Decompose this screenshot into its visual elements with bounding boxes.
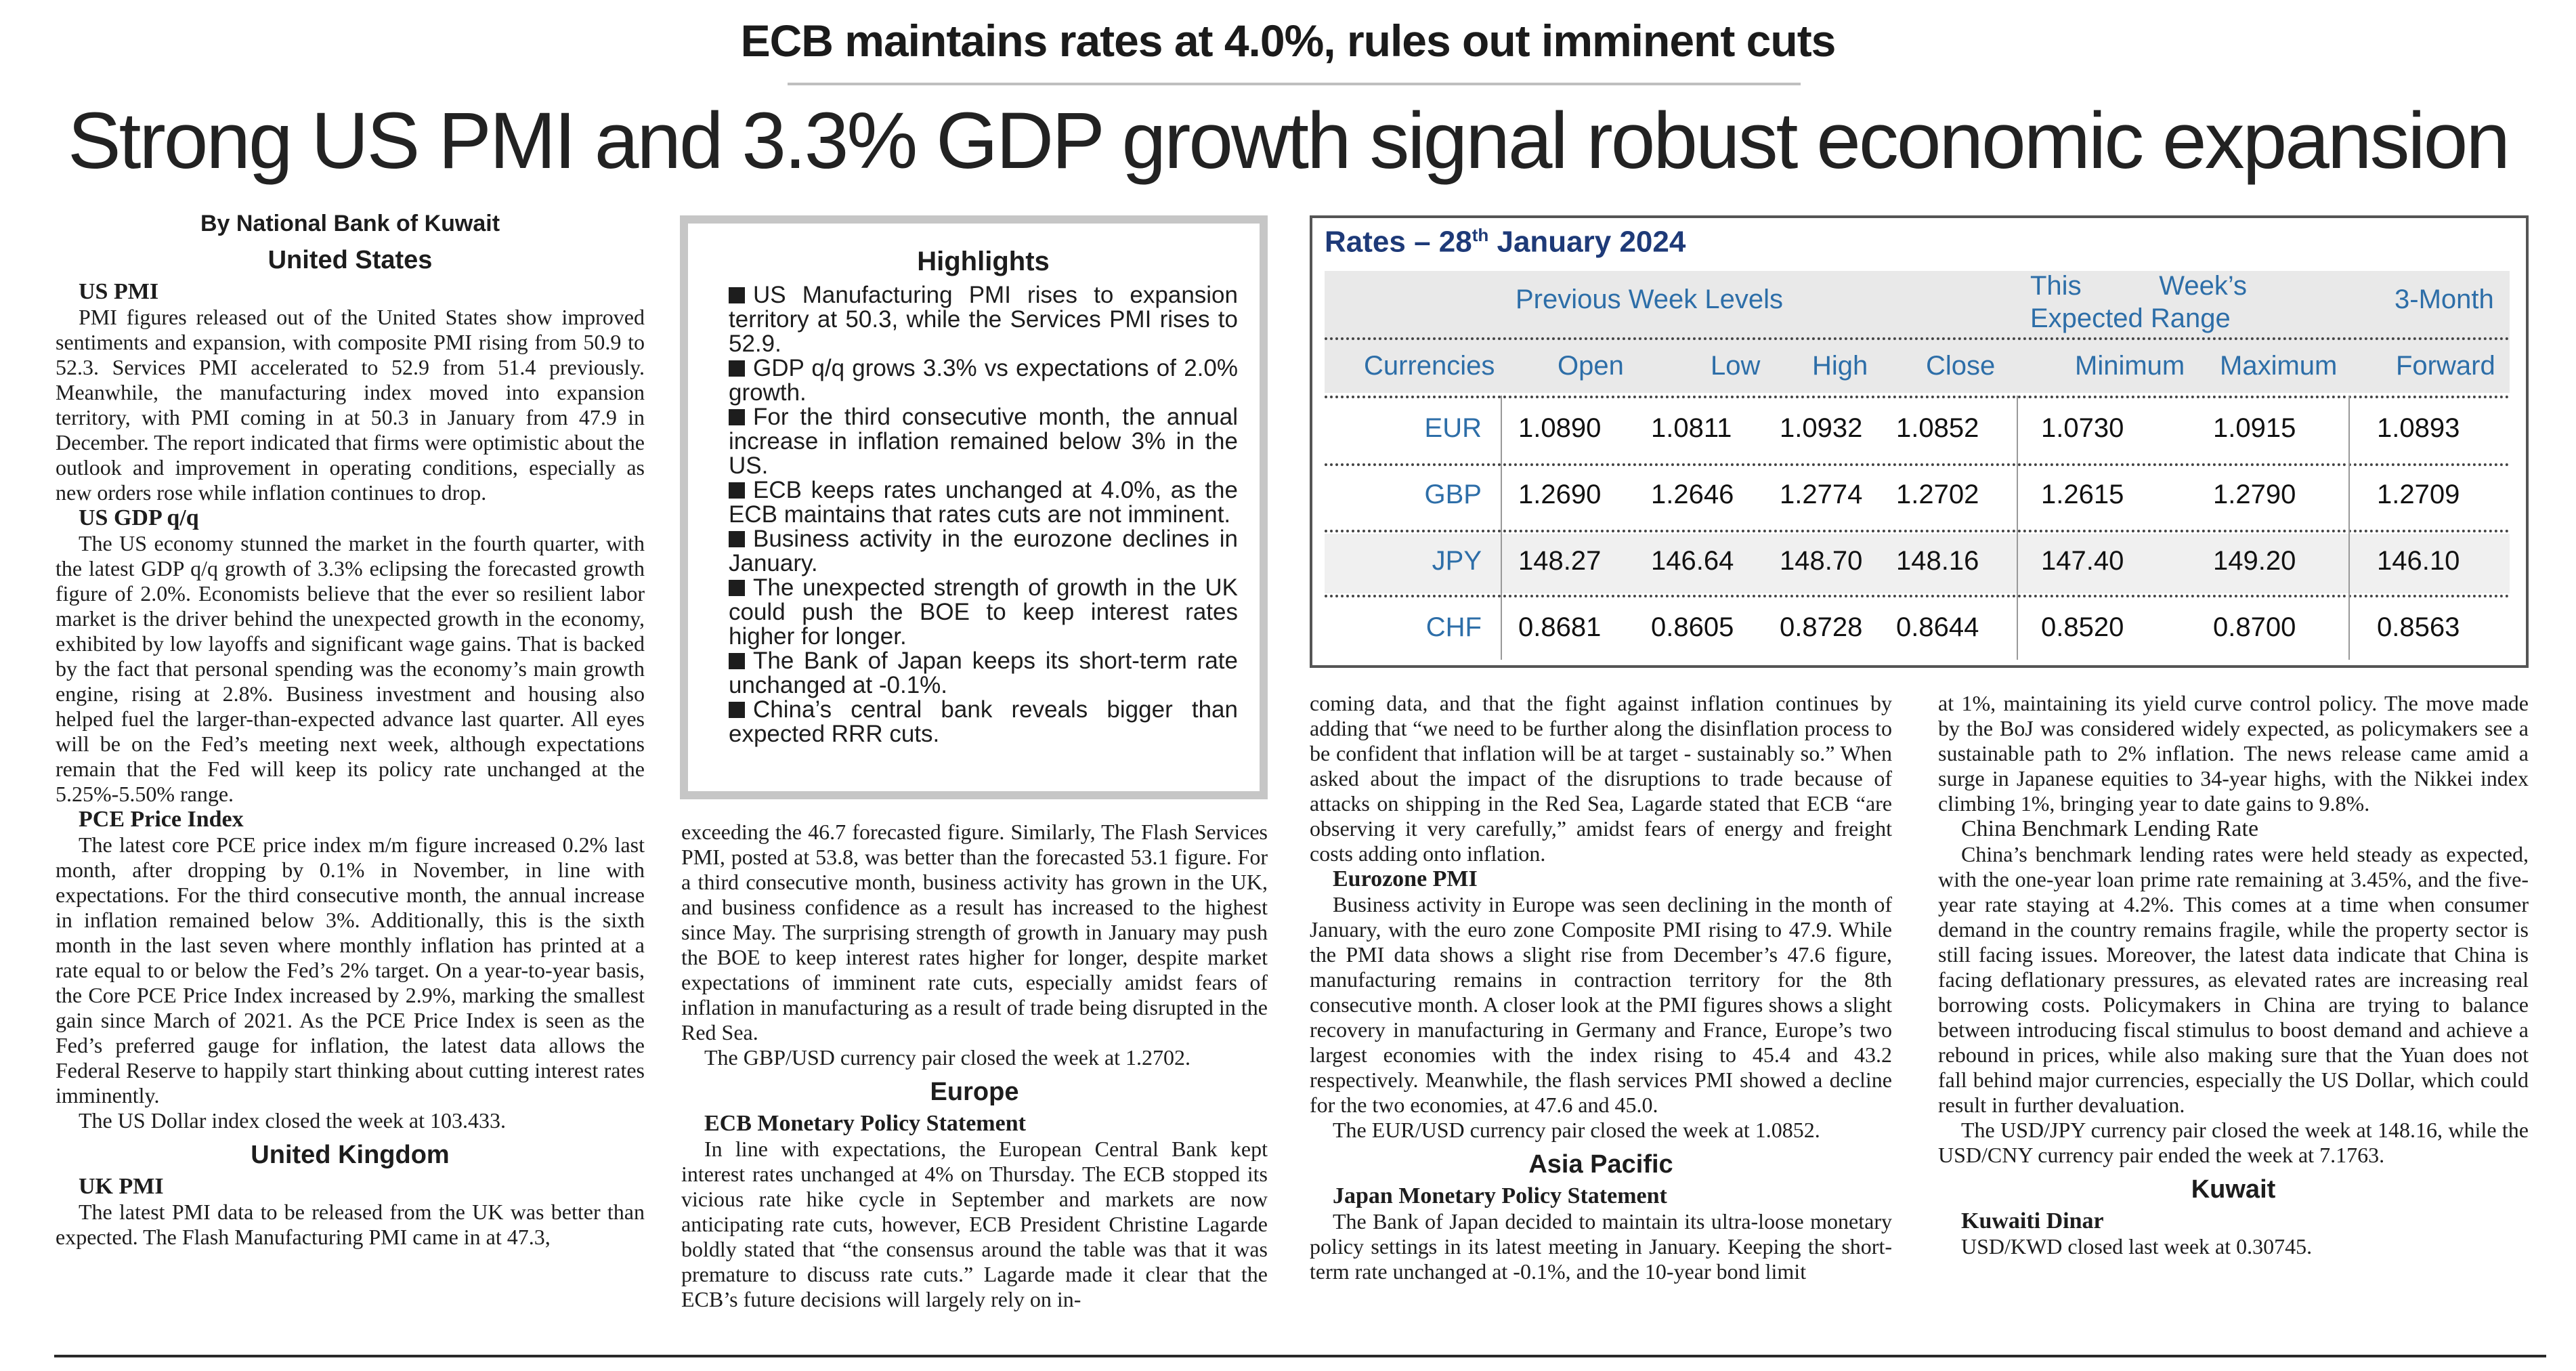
paragraph-boj-cont: at 1%, maintaining its yield curve control policy. The move made by the BoJ was considered widely expected, as policymakers see a sustainable path to 2% inflation. The news release came amid a surge in Japanese equities to 34-year highs, with the Nikkei index climbing 1%, bringing year to date gains to 9.8%. [1938,691,2529,816]
paragraph-gbp: The GBP/USD currency pair closed the week at 1.2702. [704,1045,1191,1070]
cell-chf-close: 0.8644 [1896,612,1979,642]
square-bullet-icon [729,531,745,547]
paragraph-us-dollar: The US Dollar index closed the week at 103.433. [79,1108,506,1133]
highlight-item: China’s central bank reveals bigger than expected RRR cuts. [729,696,1238,747]
square-bullet-icon [729,409,745,425]
rates-table [1310,215,2529,668]
square-bullet-icon [729,482,745,499]
square-bullet-icon [729,287,745,303]
col-header-low: Low [1711,351,1761,381]
cell-chf-open: 0.8681 [1518,612,1602,642]
paragraph-us-pmi: PMI figures released out of the United States show improved sentiments and expansion, with composite PMI rising from 50.9 to 52.3. Services PMI accelerated to 52.9 from 51.4 previously. Meanwhile, the manufacturing index moved into expansion territory, with PMI coming in at 50.3 in January from 47.9 in December. The report indicated that firms were optimistic about the outlook and improvement in operating conditions, especially as new orders rose while inflation continues to drop. [56,305,645,505]
square-bullet-icon [729,653,745,669]
cell-jpy-close: 148.16 [1896,546,1979,576]
paragraph-ecb-cont: coming data, and that the fight against inflation continues by adding that “we need to be further along the disinflation process to be confident that inflation will be at target - sustainably so.” When asked about the impact of the disruptions to trade because of attacks on shipping in the Red Sea, Lagarde stated that ECB “are observing it very carefully,” amidst fears of energy and freight costs adding onto inflation. [1310,691,1892,866]
cell-chf-high: 0.8728 [1780,612,1863,642]
section-heading-kuwait: Kuwait [2191,1175,2276,1204]
group-header-previous: Previous Week Levels [1516,284,1783,314]
byline: By National Bank of Kuwait [200,211,500,236]
col-header-minimum: Minimum [2075,351,2185,381]
col-header-currencies: Currencies [1364,351,1495,381]
cell-gbp-high: 1.2774 [1780,480,1863,509]
col-header-open: Open [1558,351,1624,381]
col-header-close: Close [1926,351,1996,381]
cell-eur-high: 1.0932 [1780,413,1863,443]
cell-eur-low: 1.0811 [1651,413,1732,443]
currency-jpy: JPY [1432,546,1482,576]
subheading-ecb: ECB Monetary Policy Statement [704,1111,1026,1136]
highlight-item: The Bank of Japan keeps its short-term rate unchanged at -0.1%. [729,648,1238,698]
paragraph-kwd: USD/KWD closed last week at 0.30745. [1961,1234,2313,1259]
paragraph-usd-jpy-cny: The USD/JPY currency pair closed the week at 148.16, while the USD/CNY currency pair ended the week at 7.1763. [1938,1118,2529,1167]
cell-gbp-open: 1.2690 [1518,480,1602,509]
kicker-divider [788,83,1801,85]
subheading-kuwaiti-dinar: Kuwaiti Dinar [1961,1208,2104,1233]
subheading-boj: Japan Monetary Policy Statement [1333,1183,1667,1208]
col-header-forward: Forward [2396,351,2495,381]
main-headline: Strong US PMI and 3.3% GDP growth signal robust economic expansion [67,96,2509,186]
cell-eur-forward: 1.0893 [2377,413,2460,443]
column-2 [681,820,1268,1312]
section-heading-asia: Asia Pacific [1528,1150,1673,1179]
cell-eur-minimum: 1.0730 [2041,413,2124,443]
kicker-headline: ECB maintains rates at 4.0%, rules out imminent cuts [740,16,1836,66]
highlight-item: For the third consecutive month, the annual increase in inflation remained below 3% in the US. [729,404,1238,479]
highlight-item: The unexpected strength of growth in the UK could push the BOE to keep interest rates higher for longer. [729,574,1238,650]
highlight-item: GDP q/q grows 3.3% vs expectations of 2.0% growth. [729,355,1238,406]
section-heading-europe: Europe [930,1078,1019,1106]
cell-chf-minimum: 0.8520 [2041,612,2124,642]
cell-jpy-low: 146.64 [1651,546,1734,576]
paragraph-eurozone-pmi: Business activity in Europe was seen declining in the month of January, with the euro zone Composite PMI rising to 47.9. While the PMI data shows a slight rise from December’s 47.6 figure, manufacturing remains in contraction territory for the 8th consecutive month. A closer look at the PMI figures shows a slight recovery in manufacturing in Germany and France, Europe’s two largest economies with the index rising to 45.4 and 43.2 respectively. Meanwhile, the flash services PMI showed a decline for the two economies, at 47.6 and 45.0. [1310,892,1892,1117]
cell-eur-close: 1.0852 [1896,413,1979,443]
subheading-pce: PCE Price Index [79,807,244,832]
cell-jpy-forward: 146.10 [2377,546,2460,576]
paragraph-uk-pmi-cont: exceeding the 46.7 forecasted figure. Similarly, The Flash Services PMI, posted at 53.8, was better than the forecasted 53.1 figure. For a third consecutive month, business activity has grown in the UK, and business confidence as a result has increased to the highest since May. The surprising strength of growth in January may push the BOE to keep interest rates higher for longer, despite market expectations of imminent rate cuts, especially amidst fears of inflation in manufacturing as a result of trade being disrupted in the Red Sea. [681,820,1268,1045]
paragraph-china: China’s benchmark lending rates were held steady as expected, with the one-year loan prime rate remaining at 3.45%, and the five-year rate staying at 4.2%. This comes at a time when consumer demand in the country remains fragile, while the property sector is still facing issues. Moreover, the latest data indicate that China is facing deflationary pressures, as elevated rates are increasing real borrowing costs. Policymakers in China are trying to balance between introducing fiscal stimulus to boost demand and achieve a rebound in prices, while also making sure that the Yuan does not fall behind major currencies, especially the US Dollar, which could result in further devaluation. [1938,842,2529,1117]
col-header-maximum: Maximum [2220,351,2338,381]
square-bullet-icon [729,702,745,718]
square-bullet-icon [729,360,745,377]
subheading-us-pmi: US PMI [79,279,159,304]
group-header-expected: This Week’s Expected Range [2030,271,2247,333]
paragraph-pce: The latest core PCE price index m/m figure increased 0.2% last month, after dropping by 0.1% in November, in line with expectations. For the third consecutive month, the annual increase in inflation remained below 3%. Additionally, this is the sixth month in the last seven where monthly inflation has printed at a rate equal to or below the Fed’s 2% target. On a year-to-year basis, the Core PCE Price Index increased by 2.9%, marking the smallest gain since March of 2021. As the PCE Price Index is seen as the Fed’s preferred gauge for inflation, the latest data allows the Federal Reserve to happily start thinking about cutting interest rates imminently. [56,832,645,1108]
cell-eur-maximum: 1.0915 [2213,413,2296,443]
subheading-china: China Benchmark Lending Rate [1961,816,2259,841]
column-3 [1310,691,1892,1284]
subheading-eurozone-pmi: Eurozone PMI [1333,866,1478,891]
cell-gbp-low: 1.2646 [1651,480,1734,509]
cell-eur-open: 1.0890 [1518,413,1602,443]
column-4 [1938,691,2529,1259]
highlight-item: ECB keeps rates unchanged at 4.0%, as the ECB maintains that rates cuts are not imminent. [729,477,1238,528]
cell-jpy-high: 148.70 [1780,546,1863,576]
highlight-item: US Manufacturing PMI rises to expansion territory at 50.3, while the Services PMI rises to 52.9. [729,282,1238,357]
paragraph-boj-start: The Bank of Japan decided to maintain its ultra-loose monetary policy settings in its latest meeting in January. Keeping the short-term rate unchanged at -0.1%, and the 10-year bond limit [1310,1209,1892,1284]
cell-gbp-maximum: 1.2790 [2213,480,2296,509]
cell-gbp-forward: 1.2709 [2377,480,2460,509]
cell-chf-maximum: 0.8700 [2213,612,2296,642]
cell-jpy-open: 148.27 [1518,546,1602,576]
column-1 [56,209,645,1250]
cell-jpy-maximum: 149.20 [2213,546,2296,576]
highlights-title: Highlights [917,247,1050,276]
cell-gbp-close: 1.2702 [1896,480,1979,509]
subheading-us-gdp: US GDP q/q [79,505,199,530]
paragraph-ecb-start: In line with expectations, the European Central Bank kept interest rates unchanged at 4% on Thursday. The ECB stopped its vicious rate hike cycle in September and markets are now anticipating rate cuts, however, ECB President Christine Lagarde boldly stated that “the consensus around the table was that it was premature to discuss rate cuts.” Lagarde made it clear that the ECB’s future decisions will largely rely on in- [681,1137,1268,1311]
cell-chf-forward: 0.8563 [2377,612,2460,642]
highlights-box [680,215,1268,799]
currency-gbp: GBP [1424,480,1482,509]
cell-jpy-minimum: 147.40 [2041,546,2124,576]
rates-title: Rates – 28th January 2024 [1325,225,1686,259]
cell-gbp-minimum: 1.2615 [2041,480,2124,509]
section-heading-us: United States [267,246,433,274]
subheading-uk-pmi: UK PMI [79,1174,164,1199]
cell-chf-low: 0.8605 [1651,612,1734,642]
page-bottom-rule [54,1355,2546,1357]
col-header-high: High [1812,351,1868,381]
square-bullet-icon [729,580,745,596]
highlight-item: Business activity in the eurozone declines in January. [729,526,1238,576]
currency-eur: EUR [1424,413,1482,443]
section-heading-uk: United Kingdom [251,1141,450,1169]
paragraph-eur: The EUR/USD currency pair closed the week at 1.0852. [1333,1118,1820,1142]
currency-chf: CHF [1425,612,1482,642]
paragraph-uk-pmi-start: The latest PMI data to be released from the UK was better than expected. The Flash Manufacturing PMI came in at 47.3, [56,1200,645,1249]
group-header-forward: 3-Month [2395,284,2494,314]
paragraph-us-gdp: The US economy stunned the market in the fourth quarter, with the latest GDP q/q growth of 3.3% eclipsing the forecasted growth figure of 2.0%. Economists believe that the ever so resilient labor market is the driver behind the unexpected growth in the economy, exhibited by low layoffs and significant wage gains. That is backed by the fact that personal spending was the economy’s main growth engine, rising at 2.8%. Business investment and housing also helped fuel the larger-than-expected advance last quarter. All eyes will be on the Fed’s meeting next week, although expectations remain that the Fed will keep its policy rate unchanged at the 5.25%-5.50% range. [56,531,645,806]
